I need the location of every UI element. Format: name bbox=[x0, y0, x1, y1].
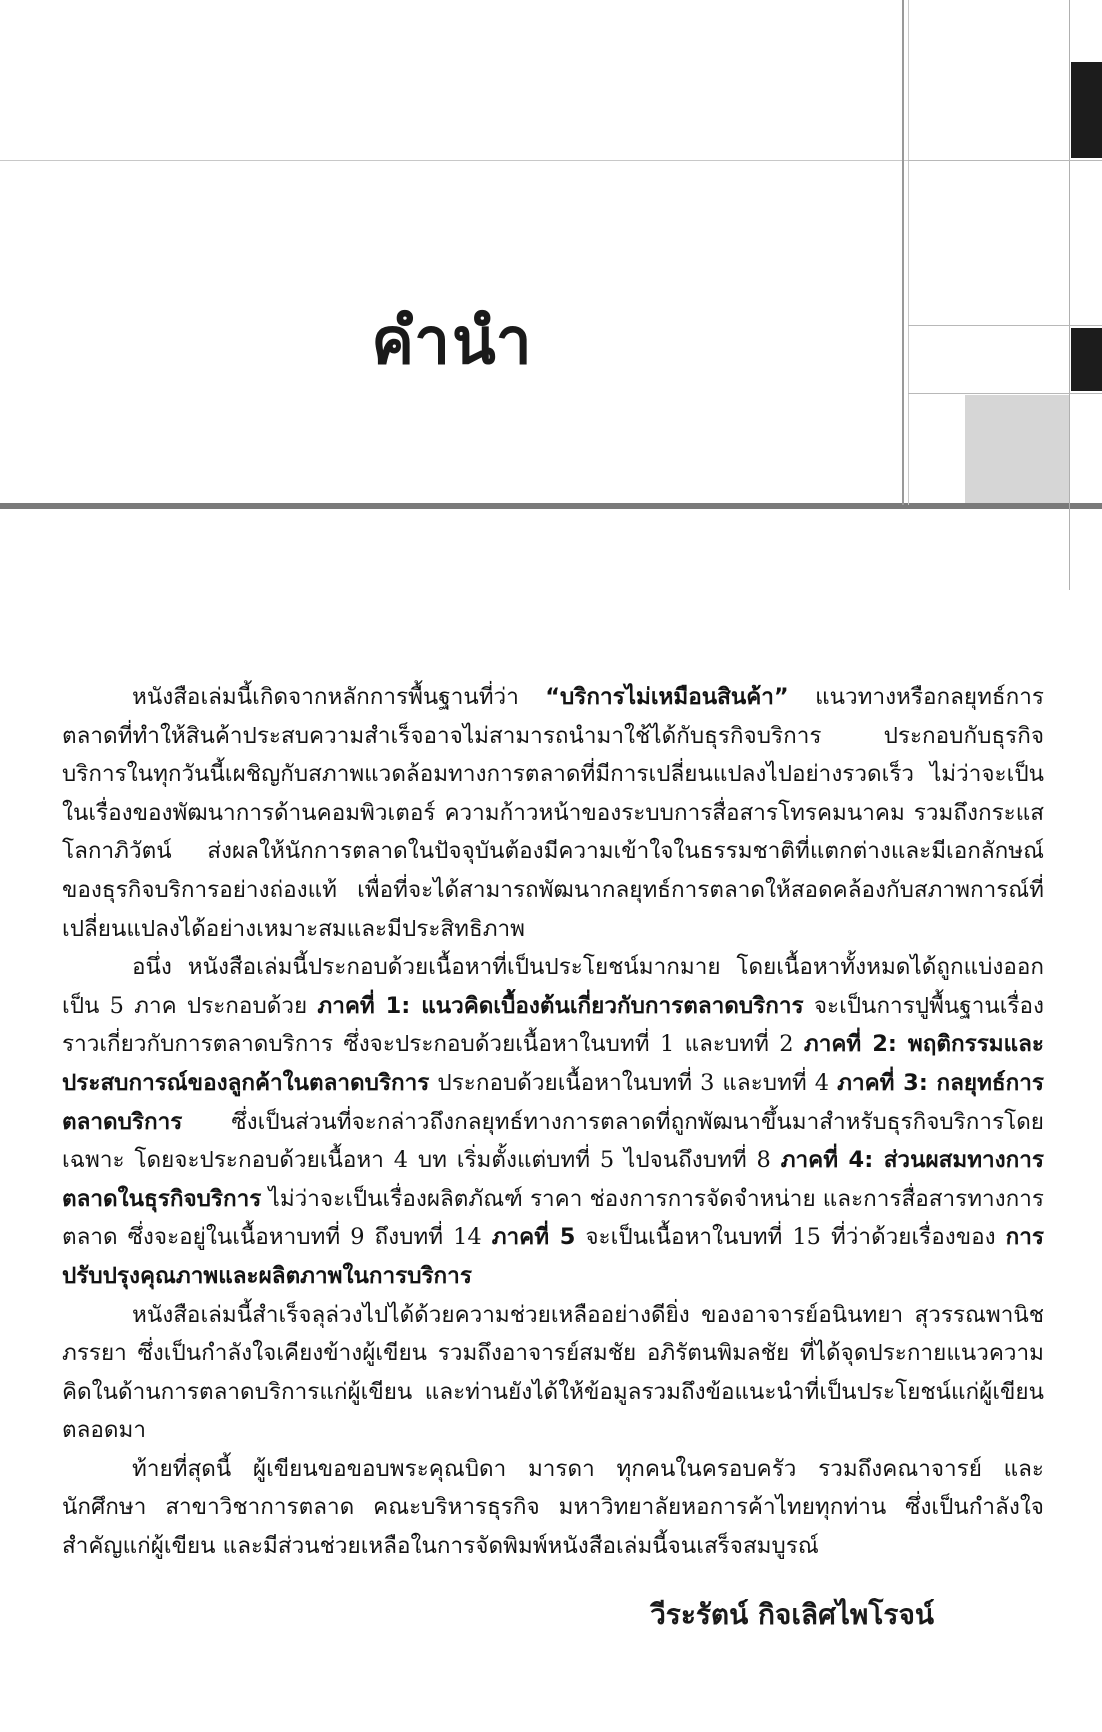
frame-vertical-line-inner bbox=[908, 0, 909, 505]
part-3-heading: ภาคที่ 3: กลยุทธ์การตลาดบริการ bbox=[62, 1069, 1045, 1135]
frame-right-edge-line bbox=[1069, 0, 1070, 590]
frame-vertical-line-outer bbox=[902, 0, 904, 505]
paragraph-3: หนังสือเล่มนี้สำเร็จลุล่วงไปได้ด้วยความช่วยเหลืออย่างดียิ่ง ของอาจารย์อนินทยา สุวรรณพานิช ภรรยา ซึ่งเป็นกำลังใจเคียงข้างผู้เขียน รวมถึงอาจารย์สมชัย อภิรัตนพิมลชัย ที่ได้จุดประกายแนวความคิดในด้านการตลาดบริการแก่ผู้เขียน และท่านยังได้ให้ข้อมูลรวมถึงข้อแนะนำที่เป็นประโยชน์แก่ผู้เขียนตลอดมา bbox=[62, 1301, 1044, 1444]
grey-tab-block bbox=[965, 395, 1069, 503]
header-top-rule bbox=[0, 160, 908, 161]
part-5-heading: ภาคที่ 5 bbox=[491, 1224, 576, 1251]
black-tab-block-middle bbox=[1071, 328, 1102, 391]
part-4-heading: ภาคที่ 4: ส่วนผสมทางการตลาดในธุรกิจบริการ bbox=[62, 1147, 1044, 1212]
frame-grid-hline bbox=[908, 325, 1102, 326]
frame-grid-hline bbox=[908, 160, 1102, 161]
part-2-heading: ภาคที่ 2: พฤติกรรมและประสบการณ์ของลูกค้าในตลาดบริการ bbox=[62, 1031, 1045, 1096]
paragraph-text: แนวทางหรือกลยุทธ์การตลาดที่ทำให้สินค้าประสบความสำเร็จอาจไม่สามารถนำมาใช้ได้กับธุรกิจบริการ ประกอบกับธุรกิจบริการในทุกวันนี้เผชิญกับสภาพแวดล้อมทางการตลาดที่มีการเปลี่ยนแปลงไปอย่างรวดเร็ว ไม่ว่าจะเป็นในเรื่องของพัฒนาการด้านคอมพิวเตอร์ ความก้าวหน้าของระบบการสื่อสารโทรคมนาคม รวมถึงกระแสโลกาภิวัตน์ ส่งผลให้นักการตลาดในปัจจุบันต้องมีความเข้าใจในธรรมชาติที่แตกต่างและมีเอกลักษณ์ของธุรกิจบริการอย่างถ่องแท้ เพื่อที่จะได้สามารถพัฒนากลยุทธ์การตลาดให้สอดคล้องกับสภาพการณ์ที่เปลี่ยนแปลงได้อย่างเหมาะสมและมีประสิทธิภาพ bbox=[62, 684, 1044, 942]
page-title: คำนำ bbox=[371, 305, 534, 379]
black-tab-block-top bbox=[1071, 62, 1102, 158]
paragraph-2 bbox=[62, 948, 1044, 1295]
bold-phrase: การปรับปรุงคุณภาพและผลิตภาพในการบริการ bbox=[62, 1224, 1044, 1289]
preface-body bbox=[62, 678, 1044, 1566]
paragraph-text: ประกอบด้วยเนื้อหาในบทที่ 3 และบทที่ 4 bbox=[429, 1069, 838, 1096]
author-signature: วีระรัตน์ กิจเลิศไพโรจน์ bbox=[650, 1598, 934, 1631]
paragraph-1 bbox=[62, 678, 1044, 948]
paragraph-text: ไม่ว่าจะเป็นเรื่องผลิตภัณฑ์ ราคา ช่องการการจัดจำหน่าย และการสื่อสารทางการตลาด ซึ่งจะอยู่ในเนื้อหาบทที่ 9 ถึงบทที่ 14 bbox=[62, 1185, 1044, 1251]
paragraph-text: ซึ่งเป็นส่วนที่จะกล่าวถึงกลยุทธ์ทางการตลาดที่ถูกพัฒนาขึ้นมาสำหรับธุรกิจบริการโดยเฉพาะ โดยจะประกอบด้วยเนื้อหา 4 บท เริ่มตั้งแต่บทที่ 5 ไปจนถึงบทที่ 8 bbox=[62, 1108, 1044, 1174]
paragraph-text: จะเป็นการปูพื้นฐานเรื่องราวเกี่ยวกับการตลาดบริการ ซึ่งจะประกอบด้วยเนื้อหาในบทที่ 1 และบทที่ 2 bbox=[62, 992, 1044, 1058]
paragraph-text: จะเป็นเนื้อหาในบทที่ 15 ที่ว่าด้วยเรื่องของ bbox=[575, 1224, 1006, 1251]
paragraph-text: หนังสือเล่มนี้เกิดจากหลักการพื้นฐานที่ว่า bbox=[132, 684, 546, 710]
paragraph-4: ท้ายที่สุดนี้ ผู้เขียนขอขอบพระคุณบิดา มารดา ทุกคนในครอบครัว รวมถึงคณาจารย์ และนักศึกษา สาขาวิชาการตลาด คณะบริหารธุรกิจ มหาวิทยาลัยหอการค้าไทยทุกท่าน ซึ่งเป็นกำลังใจสำคัญแก่ผู้เขียน และมีส่วนช่วยเหลือในการจัดพิมพ์หนังสือเล่มนี้จนเสร็จสมบูรณ์ bbox=[62, 1455, 1044, 1560]
frame-grid-hline bbox=[908, 393, 1102, 394]
bold-phrase: “บริการไม่เหมือนสินค้า” bbox=[545, 684, 789, 710]
part-1-heading: ภาคที่ 1: แนวคิดเบื้องต้นเกี่ยวกับการตลาดบริการ bbox=[317, 992, 804, 1019]
header-bottom-rule bbox=[0, 503, 1102, 509]
paragraph-text: อนึ่ง หนังสือเล่มนี้ประกอบด้วยเนื้อหาที่เป็นประโยชน์มากมาย โดยเนื้อหาทั้งหมดได้ถูกแบ่งออกเป็น 5 ภาค ประกอบด้วย bbox=[62, 954, 1044, 1019]
